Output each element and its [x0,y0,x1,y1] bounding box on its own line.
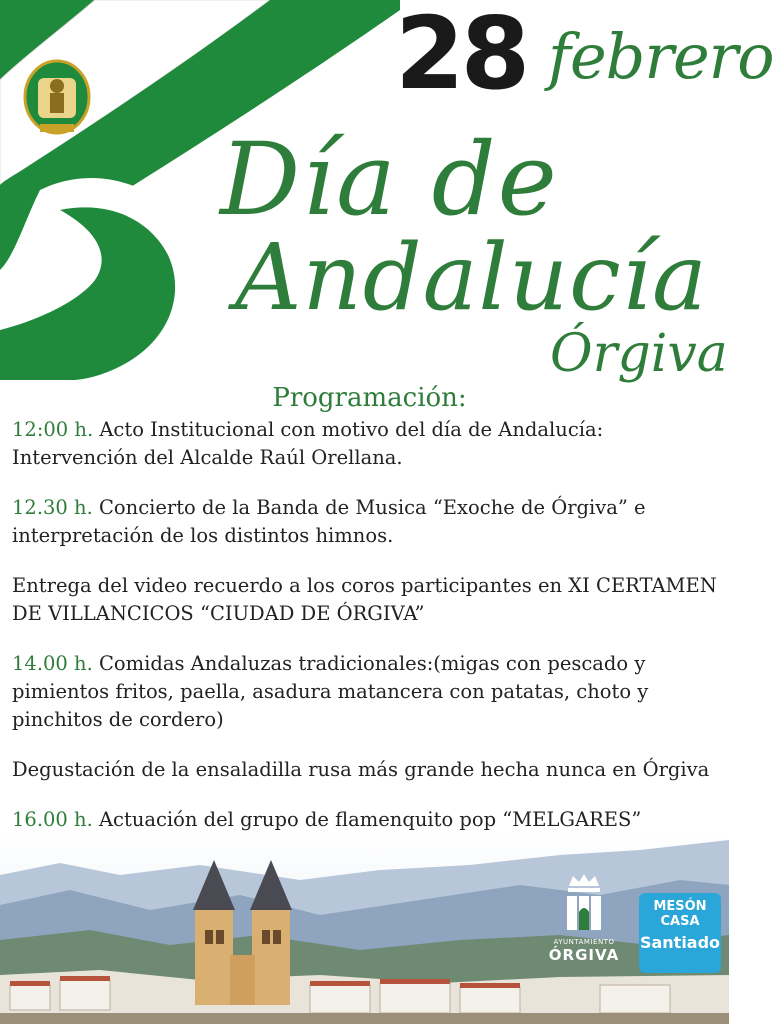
program-item-text: Acto Institucional con motivo del día de Andalucía: Intervención del Alcalde Raúl Orellana. [12,418,604,469]
ayuntamiento-label: AYUNTAMIENTO [553,938,615,946]
program-item [12,416,727,472]
program-item-text: Comidas Andaluzas tradicionales:(migas con pescado y pimientos fritos, paella, asadura matancera con patatas, choto y pinchitos de cordero) [12,652,649,731]
program-item [12,650,727,734]
program-list [12,416,727,906]
program-item-time: 14.00 h. [12,652,93,675]
program-heading: Programación: [272,383,467,413]
ayuntamiento-town: ÓRGIVA [548,946,620,964]
program-item [12,756,727,784]
meson-line-1: MESÓN [653,899,707,914]
title-line-2: Andalucía [235,224,708,331]
meson-casa-santiado-logo [639,893,721,973]
program-item-text: Degustación de la ensaladilla rusa más grande hecha nunca en Órgiva [12,758,710,781]
program-item-text: Concierto de la Banda de Musica “Exoche de Órgiva” e interpretación de los distintos himnos. [12,496,646,547]
program-item-time: 16.00 h. [12,808,93,831]
meson-line-3: Santiado [639,933,721,952]
program-item-time: 12.30 h. [12,496,93,519]
coat-of-arms-icon [25,61,89,133]
date-day-number: 28 [395,0,527,112]
title-line-1: Día de [220,121,559,238]
date-month: febrero [548,20,774,93]
program-item [12,572,727,628]
program-item-text: Actuación del grupo de flamenquito pop “MELGARES” [92,808,642,831]
program-item-time: 12:00 h. [12,418,94,441]
program-item [12,806,727,834]
crown-tower-icon [559,872,609,932]
town-name: Órgiva [550,324,728,384]
program-item-text: Entrega del video recuerdo a los coros participantes en XI CERTAMEN DE VILLANCICOS “CIUDAD DE ÓRGIVA” [12,574,717,625]
ayuntamiento-logo [548,872,620,964]
meson-line-2: CASA [660,914,700,929]
program-item [12,494,727,550]
